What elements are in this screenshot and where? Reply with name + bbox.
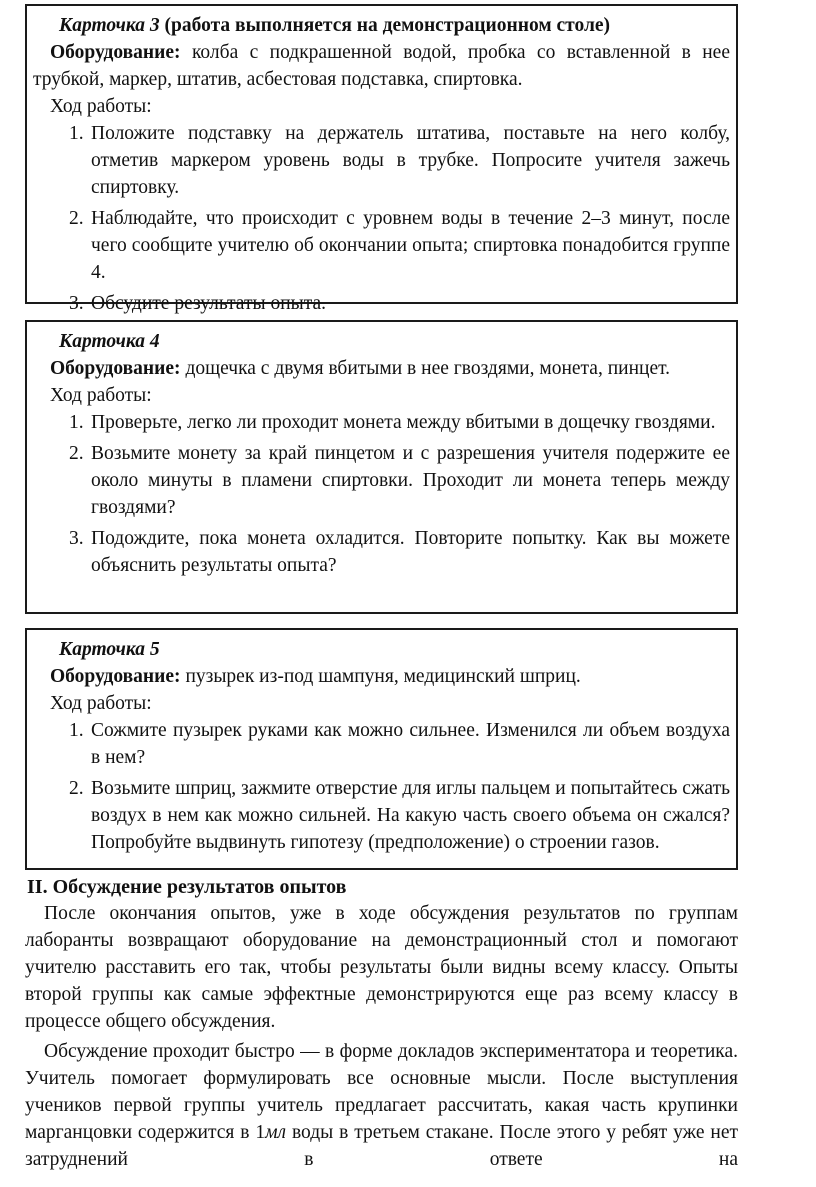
- card-4: [25, 320, 738, 614]
- step-item: 3. Обсудите результаты опыта.: [69, 293, 327, 314]
- equipment-line: Оборудование: дощечка с двумя вбитыми в нее гвоздями, монета, пинцет.: [50, 358, 671, 379]
- card-title: Карточка 5: [59, 639, 160, 660]
- step-item: 1. Сожмите пузырек руками как можно сильнее. Изменился ли объем воздуха в нем?: [69, 720, 730, 768]
- equipment-line: Оборудование: колба с подкрашенной водой, пробка со вставленной в нее трубкой, маркер, штатив, асбестовая подставка, спиртовка.: [33, 42, 730, 90]
- step-item: 2. Наблюдайте, что происходит с уровнем воды в течение 2–3 минут, после чего сообщите учителю об окончании опыта; спиртовка понадобится группе 4.: [69, 208, 730, 283]
- card-title: Карточка 3 (работа выполняется на демонстрационном столе): [59, 15, 611, 36]
- step-item: 2. Возьмите шприц, зажмите отверстие для иглы пальцем и попытайтесь сжать воздух в нем как можно сильней. На какую часть своего объема он сжался? Попробуйте выдвинуть гипотезу (предположение) о строении газов.: [69, 778, 730, 853]
- steps-list: [33, 717, 730, 856]
- discussion-section: [25, 874, 738, 1176]
- card-5: [25, 628, 738, 870]
- card-3: [25, 4, 738, 314]
- section-heading: II. Обсуждение результатов опытов: [27, 876, 347, 898]
- steps-list: [33, 120, 730, 317]
- equipment-line: Оборудование: пузырек из-под шампуня, медицинский шприц.: [50, 666, 581, 687]
- course-label: Ход работы:: [50, 96, 152, 117]
- steps-list: [33, 409, 730, 579]
- step-item: 1. Положите подставку на держатель штатива, поставьте на него колбу, отметив маркером уровень воды в трубке. Попросите учителя зажечь спиртовку.: [69, 123, 730, 198]
- body-paragraph: После окончания опытов, уже в ходе обсуждения результатов по группам лаборанты возвращают оборудование на демонстрационный стол и помогают учителю расставить его так, чтобы результаты были видны всему классу. Опыты второй группы как самые эффектные демонстрируются еще раз всему классу в процессе общего обсуждения.: [25, 903, 738, 1032]
- card-title: Карточка 4: [59, 331, 160, 352]
- step-item: 1. Проверьте, легко ли проходит монета между вбитыми в дощечку гвоздями.: [69, 412, 716, 433]
- body-paragraph: Обсуждение проходит быстро — в форме докладов экспериментатора и теоретика. Учитель помогает формулировать все основные мысли. После выступления учеников первой группы учитель предлагает рассчитать, какая часть крупинки марганцовки содержится в 1мл воды в третьем стакане. После этого у ребят уже нет затруднений в ответе на: [25, 1041, 739, 1170]
- course-label: Ход работы:: [50, 385, 152, 406]
- step-item: 3. Подождите, пока монета охладится. Повторите попытку. Как вы можете объяснить результаты опыта?: [69, 528, 730, 576]
- step-item: 2. Возьмите монету за край пинцетом и с разрешения учителя подержите ее около минуты в пламени спиртовки. Проходит ли монета теперь между гвоздями?: [69, 443, 730, 518]
- course-label: Ход работы:: [50, 693, 152, 714]
